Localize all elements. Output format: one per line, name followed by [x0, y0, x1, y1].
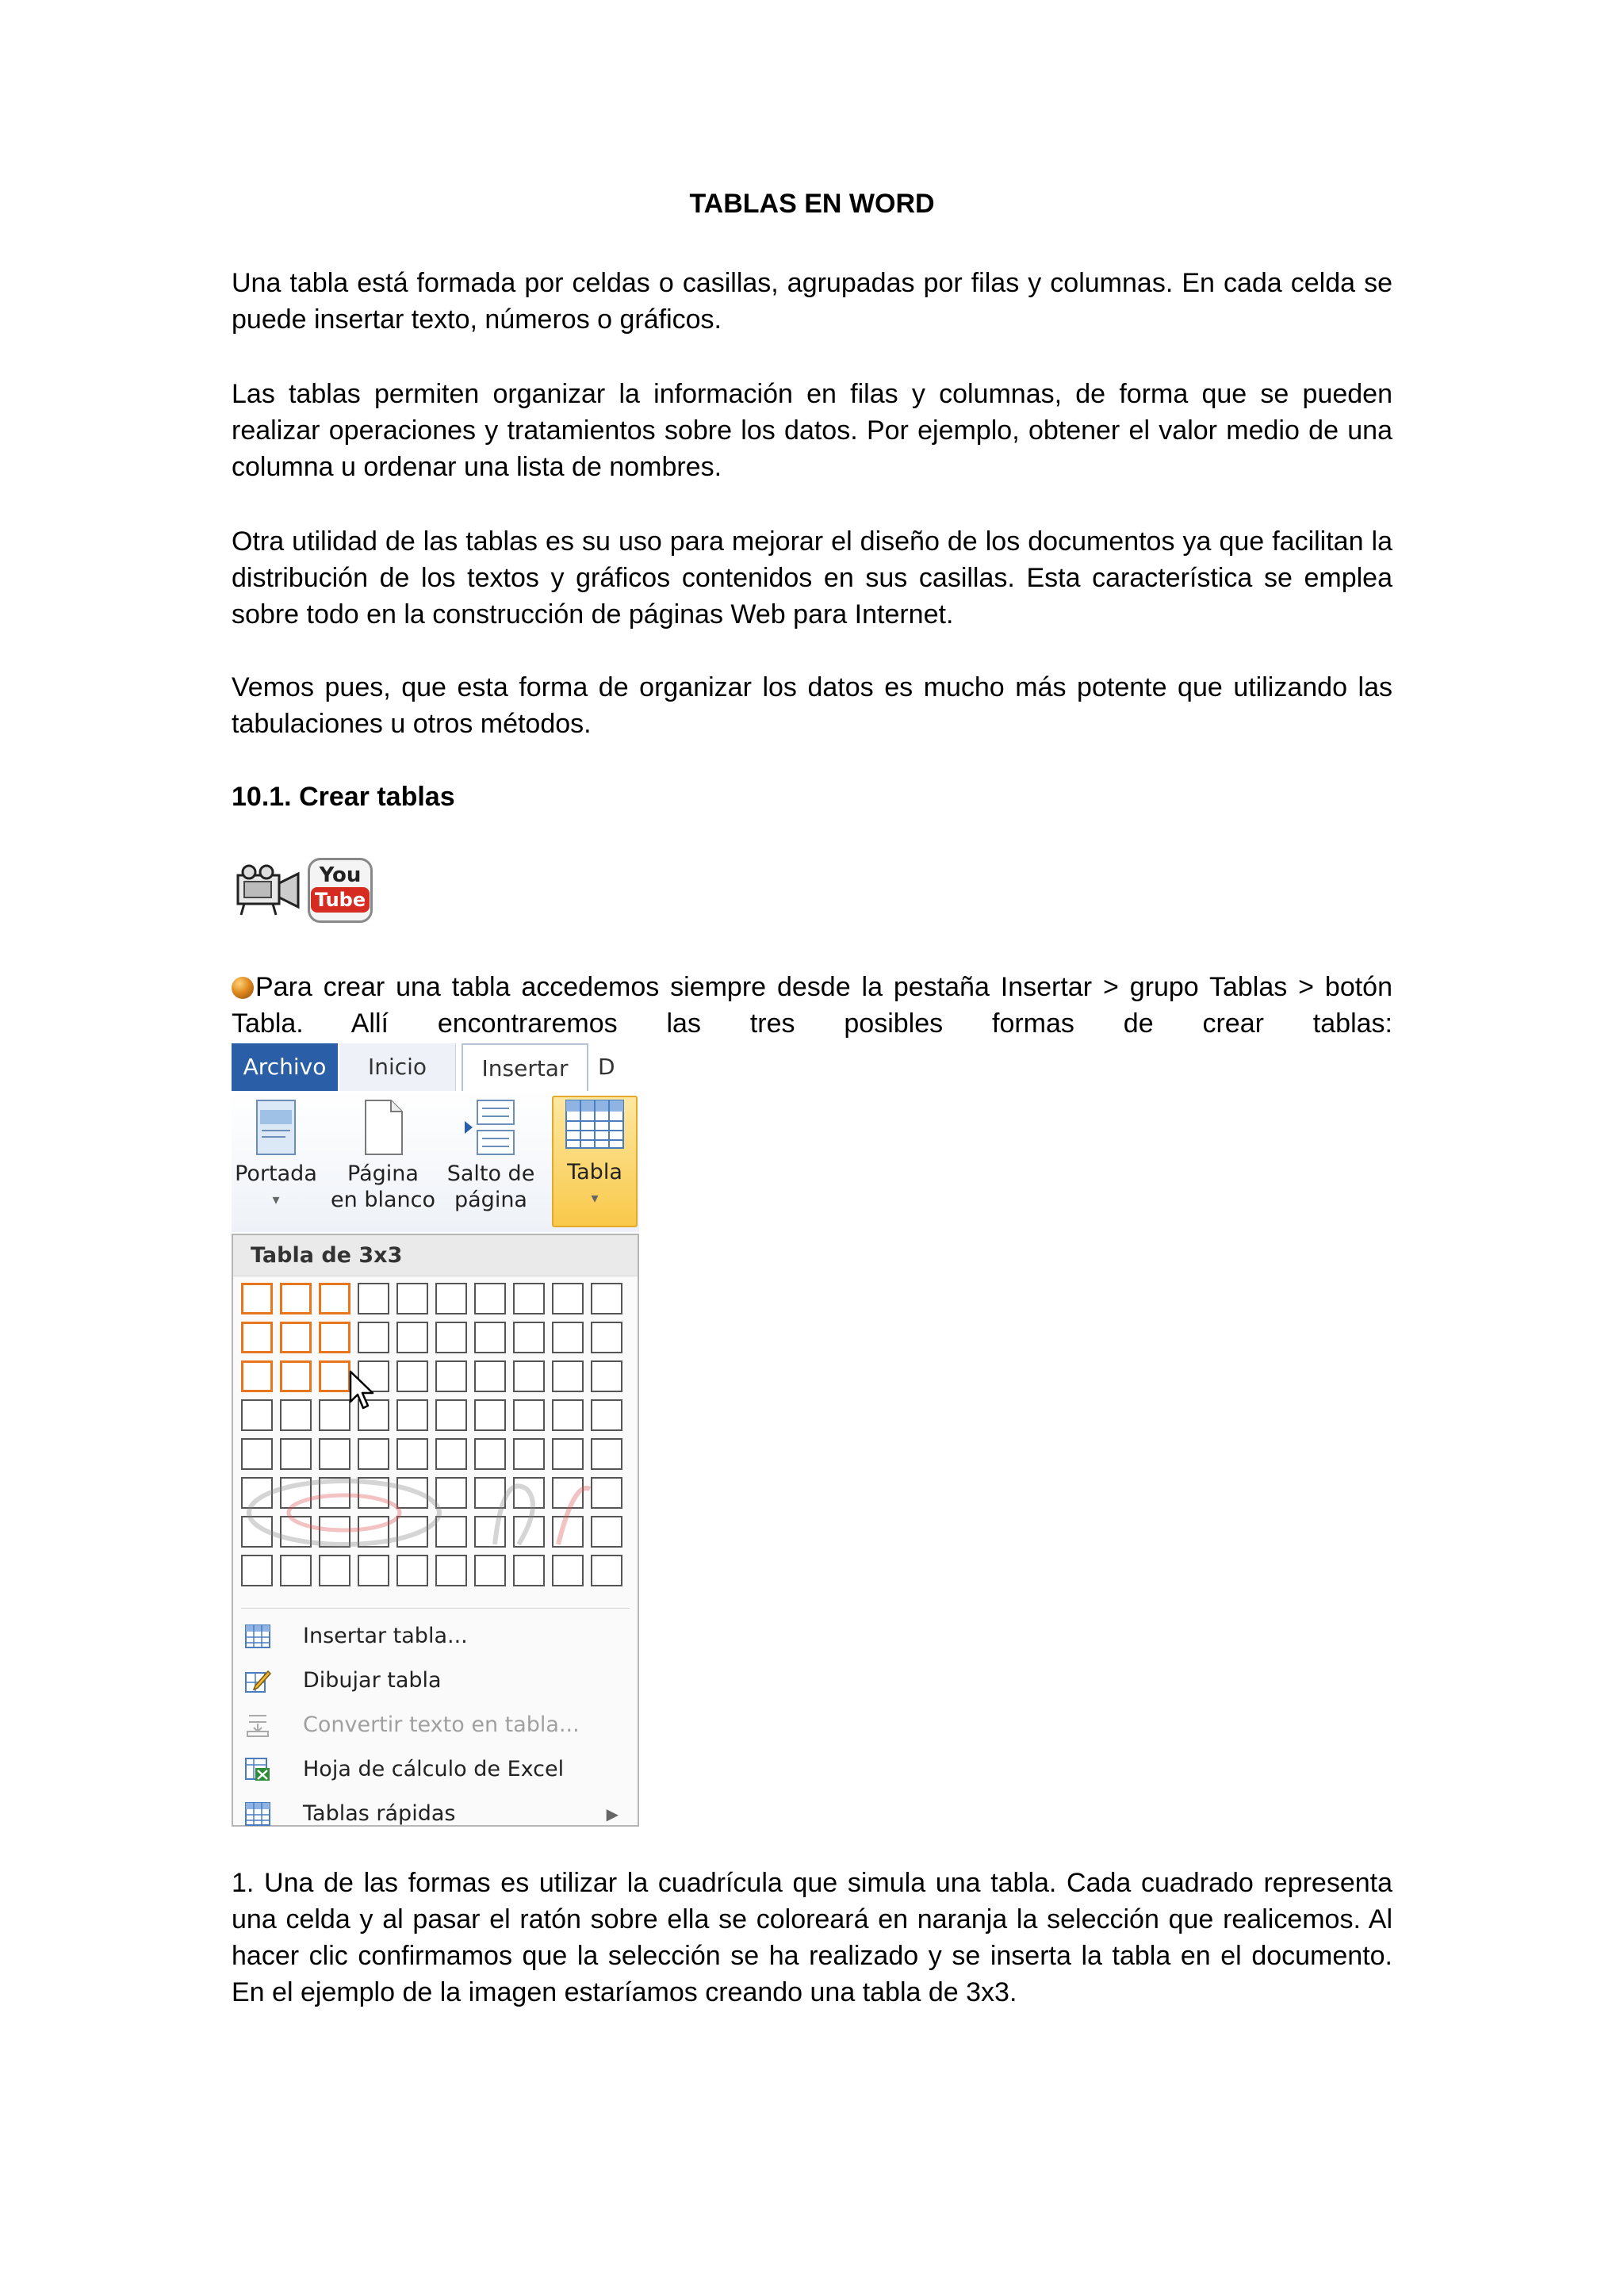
grid-cell[interactable] — [591, 1360, 622, 1392]
grid-cell[interactable] — [552, 1438, 584, 1470]
grid-cell[interactable] — [552, 1477, 584, 1509]
grid-cell[interactable] — [241, 1360, 273, 1392]
grid-cell[interactable] — [474, 1477, 506, 1509]
grid-cell[interactable] — [241, 1283, 273, 1314]
grid-cell[interactable] — [513, 1399, 545, 1431]
grid-cell[interactable] — [280, 1555, 312, 1586]
grid-cell[interactable] — [474, 1555, 506, 1586]
grid-cell[interactable] — [591, 1555, 622, 1586]
grid-cell[interactable] — [552, 1360, 584, 1392]
submenu-arrow-icon: ▶ — [606, 1804, 619, 1823]
grid-cell[interactable] — [319, 1438, 350, 1470]
grid-cell[interactable] — [513, 1555, 545, 1586]
grid-cell[interactable] — [552, 1516, 584, 1548]
grid-cell[interactable] — [591, 1283, 622, 1314]
document-title: TABLAS EN WORD — [689, 189, 935, 219]
grid-cell[interactable] — [435, 1322, 467, 1353]
paragraph-3: Otra utilidad de las tablas es su uso para mejorar el diseño de los documentos ya que facilitan la distribución de los textos y gráficos contenidos en sus casillas. Esta característica se emplea sobre todo en la construcción de páginas Web para Internet. — [232, 526, 1392, 629]
pagina-en-blanco-button[interactable]: Página en blanco — [325, 1099, 441, 1226]
grid-cell[interactable] — [435, 1516, 467, 1548]
grid-cell[interactable] — [513, 1360, 545, 1392]
grid-cell[interactable] — [319, 1477, 350, 1509]
section-heading: 10.1. Crear tablas — [232, 782, 455, 812]
tab-insertar[interactable]: Insertar — [462, 1043, 588, 1093]
tab-d[interactable]: D — [598, 1054, 615, 1080]
grid-cell[interactable] — [474, 1283, 506, 1314]
grid-cell[interactable] — [435, 1555, 467, 1586]
grid-cell[interactable] — [396, 1399, 428, 1431]
grid-cell[interactable] — [474, 1516, 506, 1548]
excel-sheet-icon — [244, 1757, 271, 1782]
bullet-paragraph: Para crear una tabla accedemos siempre desde la pestaña Insertar > grupo Tablas > botón Tabla. Allí encontraremos las tres posibles formas de crear tablas: — [232, 972, 1392, 1039]
menu-item-insertar-tabla[interactable]: Insertar tabla... — [233, 1614, 638, 1659]
grid-cell[interactable] — [319, 1283, 350, 1314]
grid-cell[interactable] — [319, 1399, 350, 1431]
grid-cell[interactable] — [396, 1322, 428, 1353]
grid-cell[interactable] — [396, 1477, 428, 1509]
tabla-dropdown-menu — [232, 1234, 639, 1827]
grid-cell[interactable] — [241, 1516, 273, 1548]
grid-cell[interactable] — [474, 1399, 506, 1431]
grid-cell[interactable] — [358, 1516, 389, 1548]
menu-item-hoja-excel[interactable]: Hoja de cálculo de Excel — [233, 1747, 638, 1792]
grid-cell[interactable] — [358, 1283, 389, 1314]
grid-cell[interactable] — [280, 1360, 312, 1392]
grid-cell[interactable] — [552, 1283, 584, 1314]
grid-cell[interactable] — [358, 1322, 389, 1353]
paragraph-1: Una tabla está formada por celdas o casillas, agrupadas por filas y columnas. En cada celda se puede insertar texto, números o gráficos. — [232, 268, 1392, 335]
grid-cell[interactable] — [591, 1399, 622, 1431]
grid-cell[interactable] — [280, 1283, 312, 1314]
grid-cell[interactable] — [396, 1555, 428, 1586]
grid-cell[interactable] — [435, 1399, 467, 1431]
salto-de-pagina-button[interactable]: Salto de página — [439, 1099, 542, 1226]
tabla-button[interactable]: Tabla ▾ — [552, 1096, 638, 1227]
grid-cell[interactable] — [358, 1438, 389, 1470]
grid-cell[interactable] — [474, 1322, 506, 1353]
grid-cell[interactable] — [435, 1360, 467, 1392]
paragraph-4: Vemos pues, que esta forma de organizar los datos es mucho más potente que utilizando las tabulaciones u otros métodos. — [232, 672, 1392, 739]
paragraph-2: Las tablas permiten organizar la información en filas y columnas, de forma que se pueden realizar operaciones y tratamientos sobre los datos. Por ejemplo, obtener el valor medio de una columna u ordenar una lista de nombres. — [232, 379, 1392, 482]
grid-cell[interactable] — [280, 1438, 312, 1470]
blank-page-icon — [361, 1099, 405, 1156]
grid-cell[interactable] — [241, 1322, 273, 1353]
grid-cell[interactable] — [552, 1399, 584, 1431]
youtube-icon[interactable]: You Tube — [308, 858, 373, 923]
quick-tables-icon — [244, 1801, 271, 1827]
page-break-icon — [463, 1099, 519, 1156]
grid-cell[interactable] — [474, 1438, 506, 1470]
grid-cell[interactable] — [319, 1555, 350, 1586]
grid-cell[interactable] — [396, 1283, 428, 1314]
grid-cell[interactable] — [552, 1555, 584, 1586]
menu-item-dibujar-tabla[interactable]: Dibujar tabla — [233, 1659, 638, 1703]
portada-button[interactable]: Portada ▾ — [232, 1099, 320, 1226]
grid-cell[interactable] — [280, 1399, 312, 1431]
grid-cell[interactable] — [591, 1438, 622, 1470]
menu-item-convertir-texto[interactable]: Convertir texto en tabla... — [233, 1703, 638, 1747]
table-icon — [565, 1097, 625, 1154]
grid-cell[interactable] — [280, 1516, 312, 1548]
table-size-grid[interactable] — [241, 1283, 630, 1597]
mouse-cursor-icon — [349, 1370, 376, 1411]
menu-separator — [241, 1608, 630, 1609]
grid-cell[interactable] — [396, 1438, 428, 1470]
grid-cell[interactable] — [280, 1477, 312, 1509]
grid-cell[interactable] — [358, 1555, 389, 1586]
grid-cell[interactable] — [513, 1438, 545, 1470]
grid-cell[interactable] — [513, 1322, 545, 1353]
grid-cell[interactable] — [591, 1516, 622, 1548]
grid-cell[interactable] — [396, 1516, 428, 1548]
grid-cell[interactable] — [319, 1360, 350, 1392]
draw-table-pencil-icon — [244, 1668, 271, 1693]
orange-bullet-icon — [232, 977, 254, 999]
grid-cell[interactable] — [435, 1283, 467, 1314]
grid-cell[interactable] — [319, 1322, 350, 1353]
menu-header: Tabla de 3x3 — [233, 1235, 638, 1276]
grid-cell[interactable] — [591, 1322, 622, 1353]
grid-cell[interactable] — [591, 1477, 622, 1509]
word-insert-table-screenshot — [232, 1042, 639, 1827]
convert-text-icon — [244, 1712, 271, 1738]
final-paragraph: 1. Una de las formas es utilizar la cuadrícula que simula una tabla. Cada cuadrado representa una celda y al pasar el ratón sobre ella se coloreará en naranja la selección que realicemos. Al hacer clic confirmamos que la selección se ha realizado y se inserta la tabla en el documento. En el ejemplo de la imagen estaríamos creando una tabla de 3x3. — [232, 1868, 1392, 2007]
video-camera-icon[interactable] — [236, 864, 301, 916]
ribbon-tabs — [232, 1042, 639, 1093]
grid-cell[interactable] — [513, 1477, 545, 1509]
grid-cell[interactable] — [241, 1477, 273, 1509]
insert-table-icon — [244, 1624, 271, 1649]
grid-cell[interactable] — [513, 1283, 545, 1314]
grid-cell[interactable] — [435, 1477, 467, 1509]
tab-archivo[interactable]: Archivo — [232, 1043, 338, 1091]
tab-inicio[interactable]: Inicio — [339, 1043, 456, 1091]
grid-cell[interactable] — [474, 1360, 506, 1392]
ribbon-insertar — [232, 1091, 639, 1232]
grid-cell[interactable] — [552, 1322, 584, 1353]
grid-cell[interactable] — [280, 1322, 312, 1353]
grid-cell[interactable] — [241, 1399, 273, 1431]
grid-cell[interactable] — [513, 1516, 545, 1548]
grid-cell[interactable] — [319, 1516, 350, 1548]
grid-cell[interactable] — [435, 1438, 467, 1470]
grid-cell[interactable] — [241, 1555, 273, 1586]
cover-page-icon — [254, 1099, 298, 1156]
menu-item-tablas-rapidas[interactable]: Tablas rápidas ▶ — [233, 1792, 638, 1836]
grid-cell[interactable] — [241, 1438, 273, 1470]
grid-cell[interactable] — [358, 1477, 389, 1509]
grid-cell[interactable] — [396, 1360, 428, 1392]
